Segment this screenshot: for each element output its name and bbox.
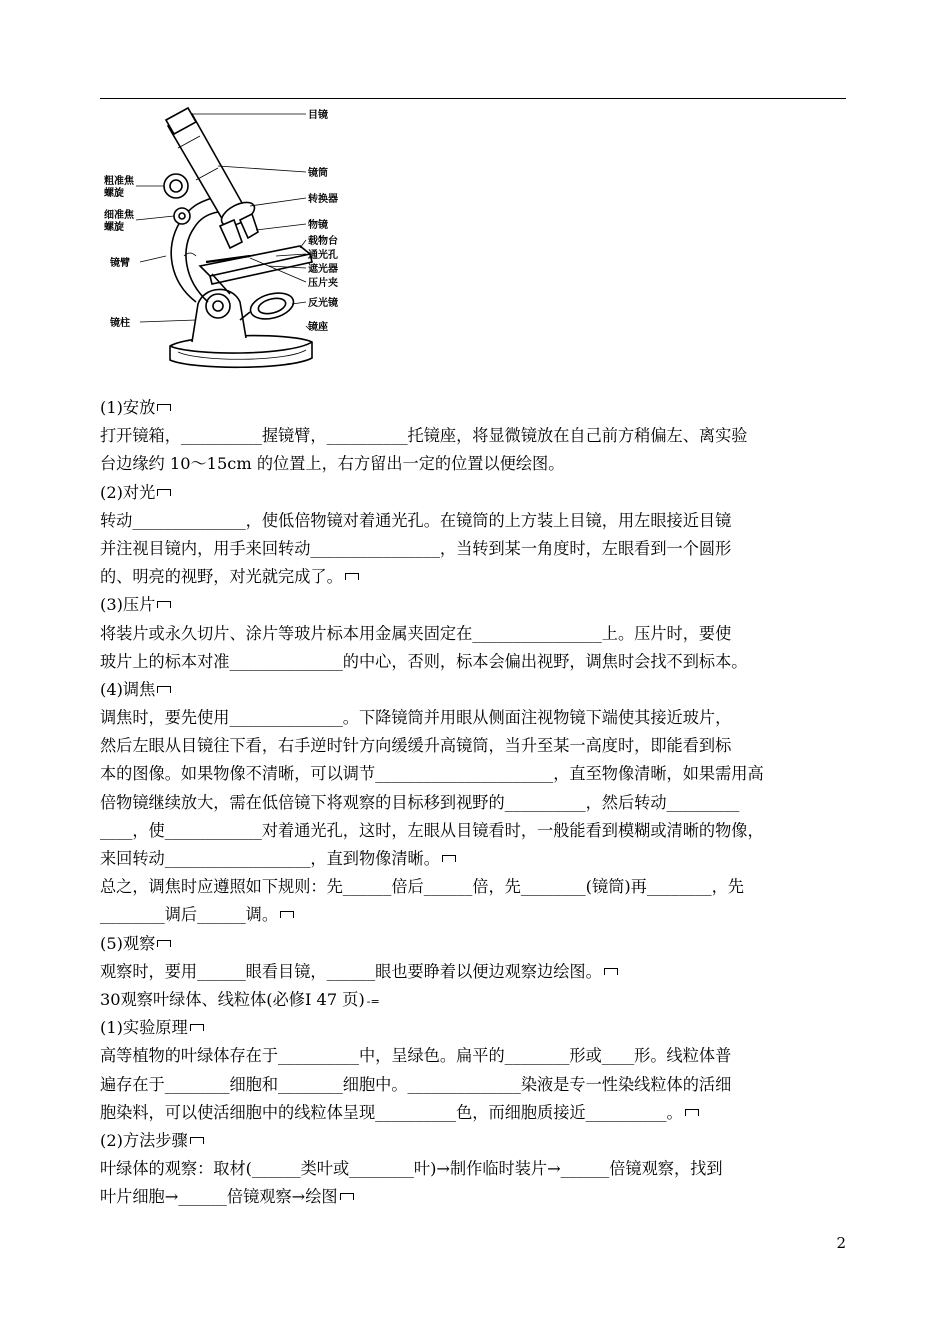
return-mark-icon — [157, 940, 171, 947]
microscope-diagram — [100, 106, 360, 372]
return-mark-icon — [442, 855, 456, 862]
return-mark-icon — [604, 968, 618, 975]
text-line: 并注视目镜内，用手来回转动________________，当转到某一角度时，左眼看到一个圆形 — [100, 538, 732, 558]
text-line: (3)压片 — [100, 591, 846, 619]
text-line: (2)对光 — [100, 479, 846, 507]
text-line: 遍存在于________细胞和________细胞中。______________染液是专一性染线粒体的活细 — [100, 1074, 732, 1094]
text-line: 总之，调焦时应遵照如下规则：先______倍后______倍，先________(镜筒)再________，先 — [100, 877, 744, 897]
text-line: 的、明亮的视野，对光就完成了。 — [100, 563, 846, 591]
label-eyepiece: 目镜 — [308, 110, 328, 121]
text-line: 叶绿体的观察：取材(______类叶或________叶)→制作临时装片→______倍镜观察，找到 — [100, 1159, 723, 1179]
label-base: 镜座 — [308, 322, 328, 333]
label-aperture: 通光孔 — [308, 250, 338, 261]
text-line: 玻片上的标本对准______________的中心，否则，标本会偏出视野，调焦时会找不到标本。 — [100, 651, 748, 671]
text-line: ________调后______调。 — [100, 901, 846, 929]
label-clip: 压片夹 — [308, 278, 338, 289]
text-line: 打开镜箱，__________握镜臂，__________托镜座，将显微镜放在自己前方稍偏左、离实验 — [100, 426, 748, 446]
label-turret: 转换器 — [308, 194, 338, 205]
header-rule — [100, 98, 846, 99]
label-coarse-2: 螺旋 — [104, 188, 124, 199]
microscope-drawing — [100, 106, 360, 372]
return-mark-icon — [157, 686, 171, 693]
label-diaphragm: 遮光器 — [308, 264, 338, 275]
return-mark-icon — [685, 1109, 699, 1116]
return-mark-icon — [345, 573, 359, 580]
label-fine-2: 螺旋 — [104, 222, 124, 233]
text-line: ____，使____________对着通光孔，这时，左眼从目镜看时，一般能看到模糊或清晰的物像， — [100, 820, 764, 840]
text-line: 叶片细胞→______倍镜观察→绘图 — [100, 1183, 846, 1211]
label-coarse-1: 粗准焦 — [104, 176, 134, 187]
label-stage: 载物台 — [308, 236, 338, 247]
equals-mark-icon: -= — [366, 994, 380, 1008]
text-line: 将装片或永久切片、涂片等玻片标本用金属夹固定在________________上。压片时，要使 — [100, 623, 732, 643]
section-heading: 30观察叶绿体、线粒体(必修Ⅰ 47 页) -= — [100, 989, 380, 1009]
return-mark-icon — [340, 1193, 354, 1200]
text-line: (4)调焦 — [100, 676, 846, 704]
return-mark-icon — [280, 911, 294, 918]
label-objective: 物镜 — [308, 220, 328, 231]
text-line: (5)观察 — [100, 930, 846, 958]
label-fine-1: 细准焦 — [104, 210, 134, 221]
return-mark-icon — [190, 1137, 204, 1144]
text-line: 倍物镜继续放大，需在低倍镜下将观察的目标移到视野的__________，然后转动_________ — [100, 792, 740, 812]
return-mark-icon — [190, 1024, 204, 1031]
text-line: 然后左眼从目镜往下看，右手逆时针方向缓缓升高镜筒，当升至某一高度时，即能看到标 — [100, 736, 732, 756]
return-mark-icon — [157, 404, 171, 411]
label-mirror: 反光镜 — [308, 298, 338, 309]
label-arm: 镜臂 — [110, 258, 130, 269]
text-line: 高等植物的叶绿体存在于__________中，呈绿色。扁平的________形或____形。线粒体普 — [100, 1046, 732, 1066]
body-text — [100, 394, 846, 1211]
page-number: 2 — [836, 1234, 846, 1252]
text-line: 调焦时，要先使用______________。下降镜筒并用眼从侧面注视物镜下端使其接近玻片， — [100, 708, 732, 728]
label-tube: 镜筒 — [308, 168, 328, 179]
text-line: 胞染料，可以使活细胞中的线粒体呈现__________色，而细胞质接近__________。 — [100, 1099, 846, 1127]
text-line: (2)方法步骤 — [100, 1127, 846, 1155]
return-mark-icon — [157, 601, 171, 608]
text-line: 转动______________，使低倍物镜对着通光孔。在镜筒的上方装上目镜，用左眼接近目镜 — [100, 510, 732, 530]
text-line: 观察时，要用______眼看目镜，______眼也要睁着以便边观察边绘图。 — [100, 958, 846, 986]
text-line: 来回转动__________________，直到物像清晰。 — [100, 845, 846, 873]
label-pillar: 镜柱 — [110, 318, 130, 329]
text-line: (1)安放 — [100, 394, 846, 422]
text-line: (1)实验原理 — [100, 1014, 846, 1042]
return-mark-icon — [157, 489, 171, 496]
text-line: 本的图像。如果物像不清晰，可以调节______________________，直至物像清晰，如果需用高 — [100, 764, 764, 784]
text-line: 台边缘约 10～15cm 的位置上，右方留出一定的位置以便绘图。 — [100, 454, 565, 474]
